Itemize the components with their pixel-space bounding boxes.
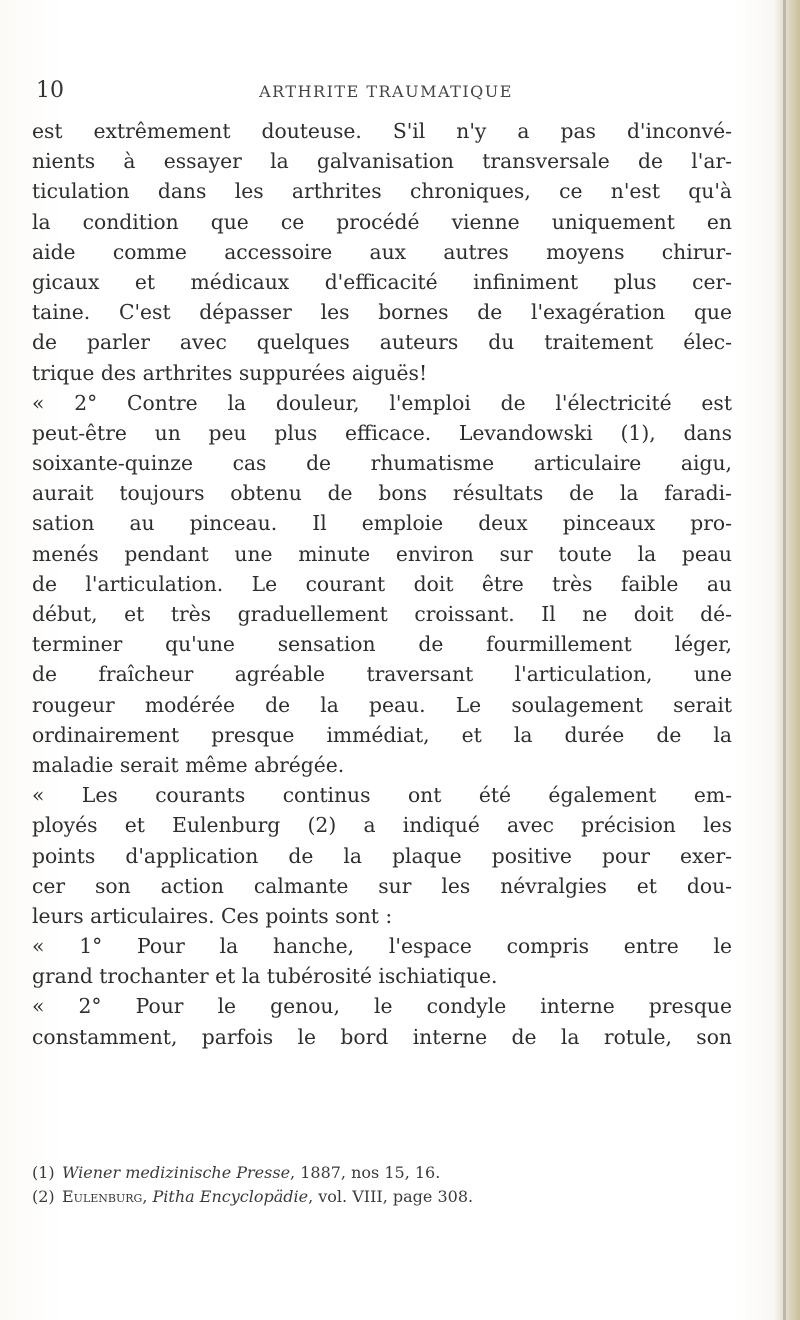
text-line: de fraîcheur agréable traversant l'articulation, une <box>32 662 732 687</box>
text-line: « Les courants continus ont été également em- <box>32 783 732 808</box>
text-line: « 2° Contre la douleur, l'emploi de l'électricité est <box>32 390 732 415</box>
text-line: sation au pinceau. Il emploie deux pinceaux pro- <box>32 511 732 536</box>
text-line: rougeur modérée de la peau. Le soulagement serait <box>32 692 732 717</box>
body-text <box>32 116 732 1052</box>
footnotes <box>32 1161 732 1209</box>
footnote-mark: (1) <box>32 1163 55 1182</box>
text-line: aide comme accessoire aux autres moyens chirur- <box>32 239 732 264</box>
text-line: soixante-quinze cas de rhumatisme articulaire aigu, <box>32 451 732 476</box>
text-line: grand trochanter et la tubérosité ischiatique. <box>32 964 498 989</box>
text-line: maladie serait même abrégée. <box>32 752 345 777</box>
text-line: « 2° Pour le genou, le condyle interne presque <box>32 994 732 1019</box>
text-line: ployés et Eulenburg (2) a indiqué avec précision les <box>32 813 732 838</box>
text-line: terminer qu'une sensation de fourmillement léger, <box>32 632 732 657</box>
footnote-author: Eulenburg <box>62 1187 143 1206</box>
text-line: est extrêmement douteuse. S'il n'y a pas d'inconvé- <box>32 119 732 143</box>
running-title: ARTHRITE TRAUMATIQUE <box>259 82 513 101</box>
footnote-1 <box>32 1161 732 1185</box>
text-line: constamment, parfois le bord interne de la rotule, son <box>32 1024 732 1049</box>
text-line: ticulation dans les arthrites chroniques, ce n'est qu'à <box>32 179 732 204</box>
footnote-separator: , <box>142 1187 153 1206</box>
page-edge-shadow <box>774 0 800 1320</box>
page-edge-line <box>783 0 786 1320</box>
text-line: nients à essayer la galvanisation transversale de l'ar- <box>32 149 732 174</box>
page-number: 10 <box>36 78 64 103</box>
text-line: menés pendant une minute environ sur toute la peau <box>32 541 732 566</box>
text-line: de parler avec quelques auteurs du traitement élec- <box>32 330 732 355</box>
footnote-details: , vol. VIII, page 308. <box>308 1187 474 1206</box>
footnote-source: Pitha Encyclopädie <box>152 1187 309 1206</box>
text-line: gicaux et médicaux d'efficacité infiniment plus cer- <box>32 269 732 294</box>
text-line: trique des arthrites suppurées aiguës! <box>32 360 428 385</box>
page-header <box>36 78 736 108</box>
text-line: peut-être un peu plus efficace. Levandowski (1), dans <box>32 420 732 445</box>
text-line: leurs articulaires. Ces points sont : <box>32 903 393 928</box>
text-line: taine. C'est dépasser les bornes de l'exagération que <box>32 300 732 325</box>
text-line: ordinairement presque immédiat, et la durée de la <box>32 722 732 747</box>
text-line: de l'articulation. Le courant doit être très faible au <box>32 571 732 596</box>
text-line: début, et très graduellement croissant. Il ne doit dé- <box>32 602 732 626</box>
text-line: la condition que ce procédé vienne uniquement en <box>32 209 732 234</box>
footnote-details: , 1887, nos 15, 16. <box>290 1163 441 1182</box>
footnote-mark: (2) <box>32 1187 55 1206</box>
footnote-source: Wiener medizinische Presse <box>62 1163 291 1182</box>
text-line: aurait toujours obtenu de bons résultats de la faradi- <box>32 481 732 506</box>
text-line: « 1° Pour la hanche, l'espace compris entre le <box>32 934 732 959</box>
footnote-2 <box>32 1185 732 1209</box>
text-line: points d'application de la plaque positive pour exer- <box>32 843 732 868</box>
text-line: cer son action calmante sur les névralgies et dou- <box>32 873 732 898</box>
